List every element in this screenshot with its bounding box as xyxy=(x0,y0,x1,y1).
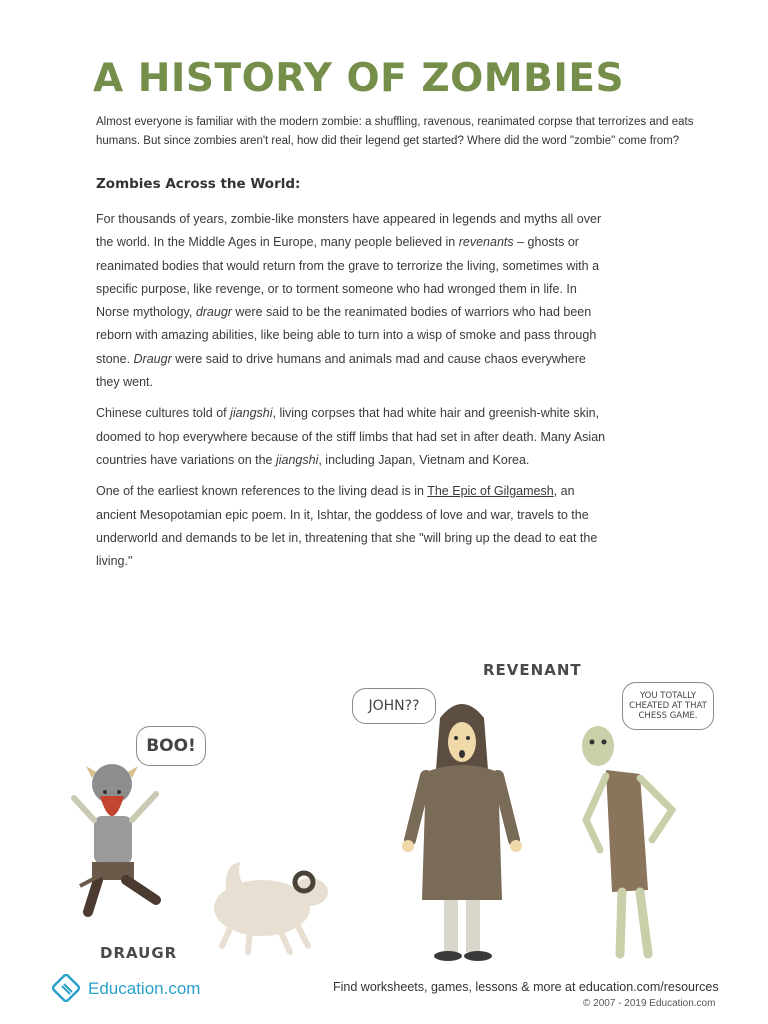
revenant-label: REVENANT xyxy=(483,661,582,679)
draugr-figure xyxy=(74,764,156,912)
gilgamesh-link[interactable]: The Epic of Gilgamesh xyxy=(427,484,554,499)
chess-speech-bubble: YOU TOTALLY CHEATED AT THAT CHESS GAME. xyxy=(622,682,714,730)
revenant-figure xyxy=(402,704,522,961)
zombie-figure xyxy=(582,726,672,954)
boo-speech-bubble: BOO! xyxy=(136,726,206,766)
education-logo-icon xyxy=(52,974,84,1004)
footer-tagline[interactable]: Find worksheets, games, lessons & more at education.com/resources xyxy=(333,980,719,994)
paragraph-3: One of the earliest known references to the living dead is in The Epic of Gilgamesh, an ancient Mesopotamian epic poem. In it, Ishtar, the goddess of love and war, travels to the underworld and demands to be let in, threatening that she "will bring up the dead to eat the living." xyxy=(96,484,598,569)
paragraph-2: Chinese cultures told of jiangshi, living corpses that had white hair and greenish-white skin, doomed to hop everywhere because of the stiff limbs that had set in after death. Many Asian countries have variations on the jiangshi, including Japan, Vietnam and Korea. xyxy=(96,406,606,467)
education-logo-text: Education.com xyxy=(88,979,201,998)
ram-figure xyxy=(214,862,328,952)
paragraph-1: For thousands of years, zombie-like monsters have appeared in legends and myths all over the world. In the Middle Ages in Europe, many people believed in revenants – ghosts or reanimated bodies that would return from the grave to terrorize the living, sometimes with a specific purpose, like revenge, or to torment someone who had wronged them in life. In Norse mythology, draugr were said to be the reanimated bodies of warriors who had been reborn with amazing abilities, like being able to turn into a wisp of smoke and pass through stone. Draugr were said to drive humans and animals mad and cause chaos everywhere they went. xyxy=(96,212,602,390)
john-speech-bubble: JOHN?? xyxy=(352,688,436,724)
draugr-label: DRAUGR xyxy=(100,944,178,962)
zombies-illustration xyxy=(0,600,768,970)
intro-paragraph: Almost everyone is familiar with the modern zombie: a shuffling, ravenous, reanimated corpse that terrorizes and eats humans. But since zombies aren't real, how did their legend get started? Where did the word "zombie" come from? xyxy=(96,116,694,147)
section-heading: Zombies Across the World: xyxy=(96,176,301,192)
page-title: A HISTORY OF ZOMBIES xyxy=(93,56,625,101)
article-body xyxy=(96,208,606,581)
education-logo[interactable] xyxy=(52,974,200,1004)
copyright-notice: © 2007 - 2019 Education.com xyxy=(583,998,716,1009)
